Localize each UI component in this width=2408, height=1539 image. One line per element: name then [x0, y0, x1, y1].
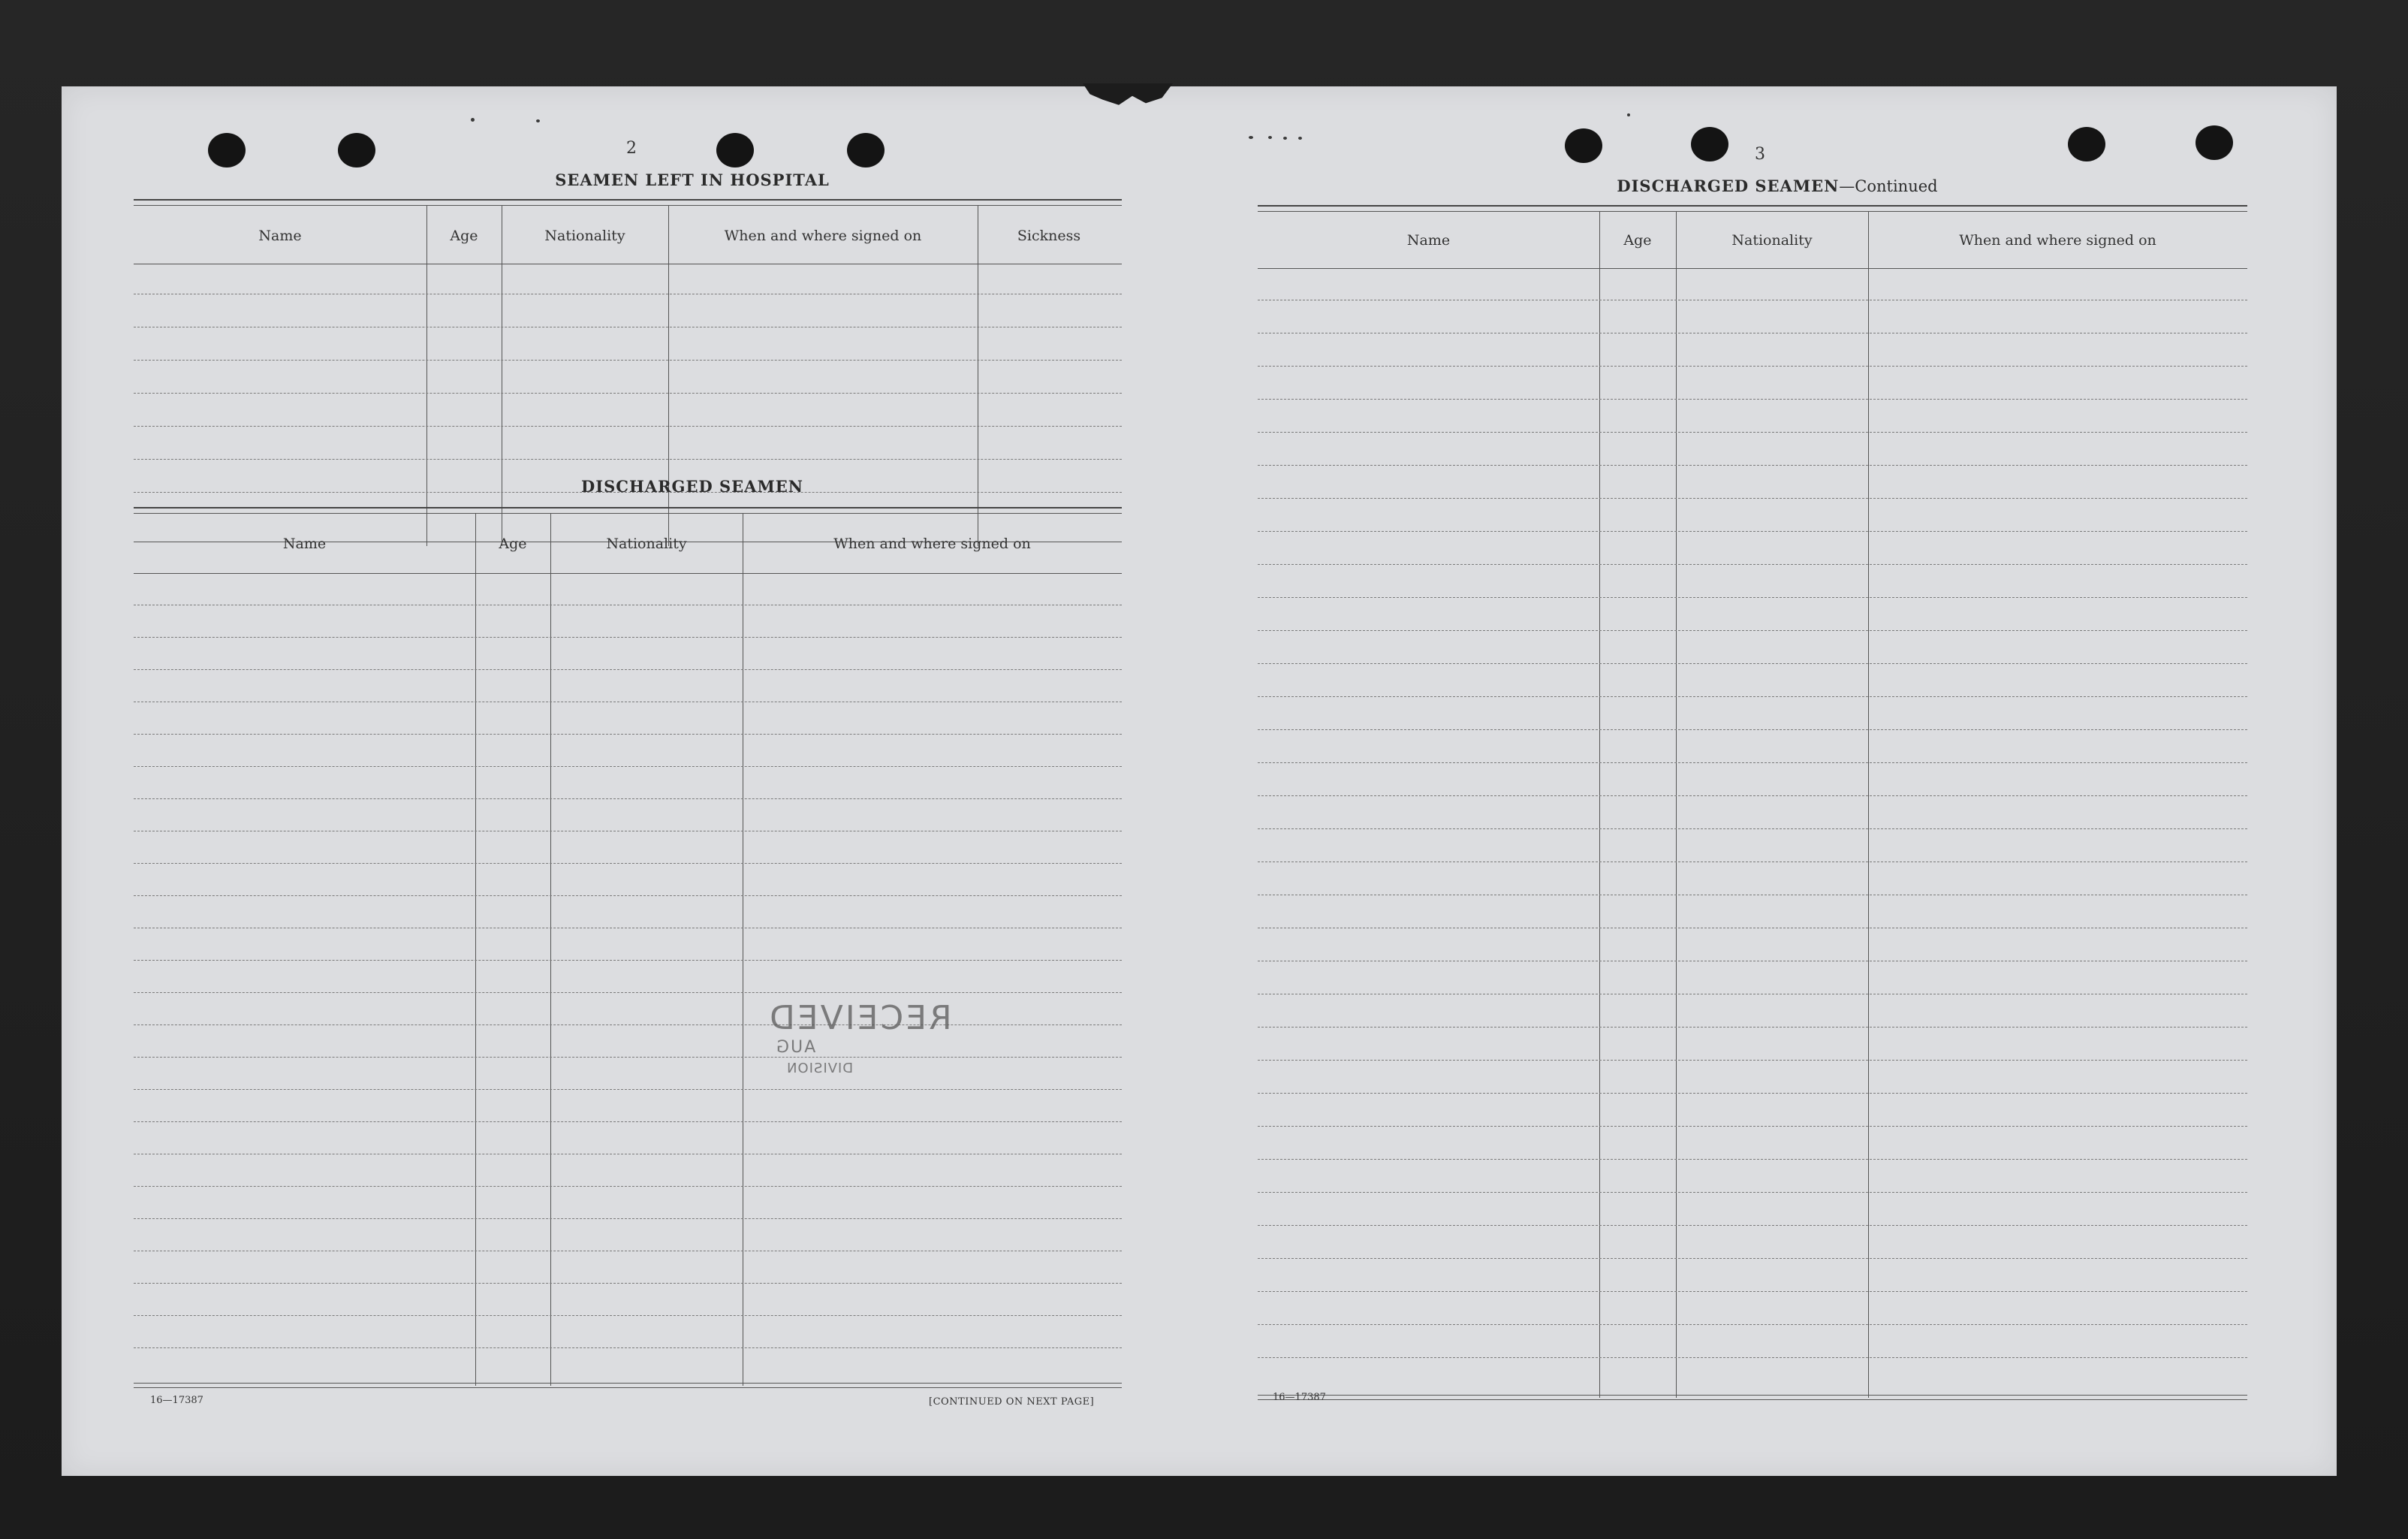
ledger-row-rule: [1258, 828, 2247, 829]
received-stamp: [715, 999, 952, 1097]
column-divider: [426, 205, 427, 546]
column-header-signed-on: When and where signed on: [833, 536, 1031, 552]
page-number: 2: [626, 139, 637, 158]
ledger-row-rule: [1258, 762, 2247, 763]
column-divider: [550, 513, 551, 1386]
ledger-bottom-rule: [134, 1387, 1122, 1388]
ledger-row-rule: [1258, 366, 2247, 367]
discharged-continued-ledger: [1258, 205, 2247, 1437]
ledger-row-rule: [1258, 399, 2247, 400]
column-divider: [1676, 211, 1677, 1398]
ledger-bottom-rule: [134, 1383, 1122, 1384]
header-rule: [134, 573, 1122, 574]
speck: [536, 119, 540, 122]
speck: [1249, 136, 1253, 139]
column-header-signed-on: When and where signed on: [1959, 232, 2156, 249]
ledger-row-rule: [134, 960, 1122, 961]
ledger-row-rule: [134, 766, 1122, 767]
column-header-nationality: Nationality: [606, 536, 687, 552]
ledger-row-rule: [134, 1283, 1122, 1284]
column-header-nationality: Nationality: [544, 228, 625, 244]
punch-hole: [2068, 127, 2105, 161]
punch-hole: [208, 133, 246, 167]
ledger-row-rule: [134, 992, 1122, 993]
column-header-name: Name: [1406, 232, 1451, 249]
column-divider: [1599, 211, 1600, 1398]
form-code: 16—17387: [150, 1395, 203, 1406]
column-header-age: Age: [1623, 232, 1652, 249]
ledger-top-rule: [134, 507, 1122, 514]
ledger-row-rule: [134, 637, 1122, 638]
ledger-row-rule: [134, 1347, 1122, 1348]
speck: [1298, 137, 1302, 140]
hospital-section-title: SEAMEN LEFT IN HOSPITAL: [555, 170, 830, 189]
column-header-nationality: Nationality: [1731, 232, 1813, 249]
ledger-row-rule: [134, 1089, 1122, 1090]
document-sheet: [62, 86, 2337, 1476]
ledger-row-rule: [1258, 696, 2247, 697]
ledger-top-rule: [1258, 205, 2247, 212]
ledger-row-rule: [1258, 1093, 2247, 1094]
ledger-row-rule: [134, 426, 1122, 427]
ledger-row-rule: [1258, 498, 2247, 499]
ledger-row-rule: [1258, 729, 2247, 730]
punch-hole: [2196, 125, 2233, 160]
ledger-row-rule: [134, 1315, 1122, 1316]
ledger-row-rule: [1258, 432, 2247, 433]
column-header-name: Name: [282, 536, 327, 552]
punch-hole: [1565, 128, 1602, 163]
column-divider: [475, 513, 476, 1386]
stamp-text: AUG: [775, 1038, 816, 1057]
ledger-row-rule: [134, 1121, 1122, 1122]
ledger-row-rule: [1258, 1225, 2247, 1226]
ledger-top-rule: [134, 199, 1122, 206]
ledger-row-rule: [1258, 663, 2247, 664]
ledger-row-rule: [1258, 597, 2247, 598]
ledger-row-rule: [1258, 1357, 2247, 1358]
punch-hole: [847, 133, 885, 167]
ledger-row-rule: [1258, 1126, 2247, 1127]
ledger-row-rule: [1258, 1060, 2247, 1061]
speck: [1283, 137, 1287, 140]
stamp-text: RECEIVED: [767, 999, 952, 1037]
page-number: 3: [1755, 145, 1765, 164]
speck: [471, 118, 475, 122]
ledger-row-rule: [1258, 1324, 2247, 1325]
column-header-name: Name: [258, 228, 302, 244]
ledger-row-rule: [1258, 1192, 2247, 1193]
right-page: [1199, 86, 2337, 1476]
ledger-row-rule: [1258, 531, 2247, 532]
column-header-age: Age: [450, 228, 478, 244]
ledger-row-rule: [134, 669, 1122, 670]
ledger-row-rule: [134, 798, 1122, 799]
discharged-continued-title: [1514, 177, 2040, 195]
column-header-age: Age: [499, 536, 527, 552]
header-rule: [1258, 268, 2247, 269]
stamp-text: DIVISION: [786, 1061, 854, 1076]
ledger-row-rule: [134, 393, 1122, 394]
section-title-main: DISCHARGED SEAMEN: [1617, 177, 1840, 195]
ledger-row-rule: [134, 459, 1122, 460]
speck: [1627, 113, 1630, 116]
discharged-section-title: DISCHARGED SEAMEN: [581, 477, 803, 496]
ledger-bottom-rule: [1258, 1395, 2247, 1396]
column-header-signed-on: When and where signed on: [724, 228, 922, 244]
punch-hole: [1691, 127, 1728, 161]
ledger-bottom-rule: [1258, 1399, 2247, 1400]
punch-hole: [338, 133, 375, 167]
ledger-row-rule: [1258, 465, 2247, 466]
ledger-row-rule: [134, 863, 1122, 864]
ledger-row-rule: [1258, 1258, 2247, 1259]
column-header-sickness: Sickness: [1017, 228, 1081, 244]
ledger-row-rule: [1258, 1027, 2247, 1028]
speck: [1268, 136, 1272, 139]
ledger-row-rule: [134, 1186, 1122, 1187]
punch-hole: [716, 133, 754, 167]
ledger-row-rule: [1258, 795, 2247, 796]
ledger-row-rule: [134, 1057, 1122, 1058]
ledger-row-rule: [1258, 630, 2247, 631]
continued-note: [CONTINUED ON NEXT PAGE]: [929, 1396, 1095, 1408]
ledger-row-rule: [1258, 564, 2247, 565]
ledger-row-rule: [134, 1024, 1122, 1025]
ledger-row-rule: [134, 1218, 1122, 1219]
ledger-row-rule: [1258, 1291, 2247, 1292]
discharged-ledger: [134, 507, 1122, 1431]
section-title-suffix: —Continued: [1839, 177, 1938, 195]
ledger-row-rule: [1258, 1159, 2247, 1160]
column-divider: [1868, 211, 1869, 1398]
ledger-row-rule: [134, 895, 1122, 896]
ledger-row-rule: [134, 734, 1122, 735]
left-page: [62, 86, 1199, 1476]
ledger-row-rule: [134, 360, 1122, 361]
form-code: 16—17387: [1273, 1392, 1326, 1403]
